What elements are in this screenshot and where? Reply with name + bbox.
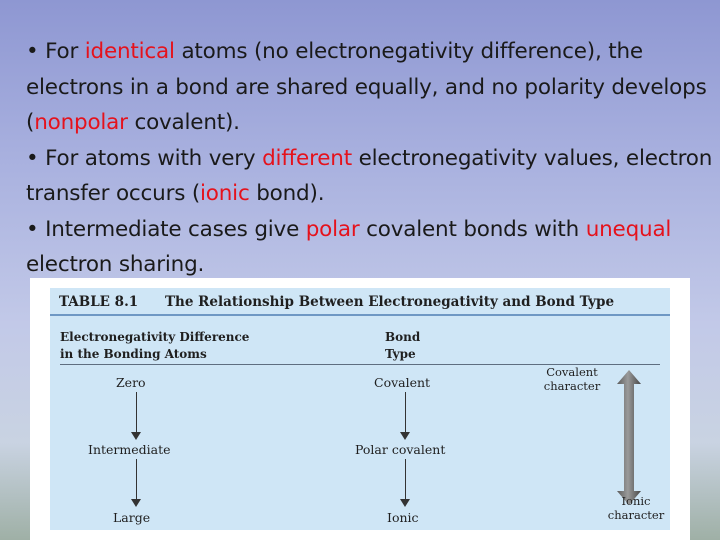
bond-type-covalent: Covalent <box>374 375 431 390</box>
table-caption: The Relationship Between Electronegativity and Bond Type <box>165 294 615 310</box>
difference-zero: Zero <box>116 375 146 390</box>
covalent-character-line2: character <box>543 379 601 393</box>
bullet-2-highlight-different: different <box>262 145 352 171</box>
bullet-3 <box>26 212 716 283</box>
covalent-character-label <box>542 365 602 393</box>
column-header-difference-line1: Electronegativity Difference <box>60 330 250 344</box>
column-header-bond-type <box>385 329 420 363</box>
ionic-character-label <box>606 494 666 522</box>
bond-type-ionic: Ionic <box>387 510 419 525</box>
ionic-character-line2: character <box>607 508 665 522</box>
difference-intermediate: Intermediate <box>88 442 171 457</box>
bullet-3-text-c: electron sharing. <box>26 252 205 277</box>
bullet-2 <box>26 141 716 212</box>
bullet-3-highlight-unequal: unequal <box>585 216 672 242</box>
down-arrow-icon <box>400 459 411 507</box>
bullet-1 <box>26 34 716 141</box>
bullet-3-text-a: • Intermediate cases give <box>26 216 306 242</box>
table-number: TABLE 8.1 <box>59 294 139 310</box>
electronegativity-table <box>50 288 670 530</box>
table-title-bar <box>50 290 670 316</box>
bullet-2-text-b: electronegativity values, electron transfer occurs ( <box>26 145 713 206</box>
down-arrow-icon <box>131 392 142 440</box>
bullet-1-text-b: atoms (no electronegativity difference), the electrons in a bond are shared equally, and no polarity develops ( <box>26 39 707 135</box>
bullet-3-text-b: covalent bonds with <box>359 216 586 242</box>
bullet-1-highlight-identical: identical <box>84 39 175 64</box>
bullet-1-text-c: covalent). <box>127 110 240 135</box>
down-arrow-icon <box>131 459 142 507</box>
bullet-text <box>26 34 716 283</box>
down-arrow-icon <box>400 392 411 440</box>
bullet-3-highlight-polar: polar <box>305 216 360 242</box>
ionic-character-line1: Ionic <box>621 494 651 508</box>
bond-type-polar-covalent: Polar covalent <box>355 442 446 457</box>
column-header-bond-type-line2: Type <box>385 347 416 361</box>
bullet-2-text-c: bond). <box>249 181 325 206</box>
bullet-2-highlight-ionic: ionic <box>200 181 250 206</box>
column-header-bond-type-line1: Bond <box>385 330 421 344</box>
bullet-1-text-a: • For <box>26 39 85 64</box>
double-arrow-icon <box>617 370 641 505</box>
table-image-panel <box>30 278 690 540</box>
column-header-difference <box>60 329 249 363</box>
bullet-1-highlight-nonpolar: nonpolar <box>34 110 128 135</box>
bullet-2-text-a: • For atoms with very <box>26 145 263 171</box>
difference-large: Large <box>113 510 151 525</box>
column-header-difference-line2: in the Bonding Atoms <box>60 347 207 361</box>
covalent-character-line1: Covalent <box>546 365 598 379</box>
